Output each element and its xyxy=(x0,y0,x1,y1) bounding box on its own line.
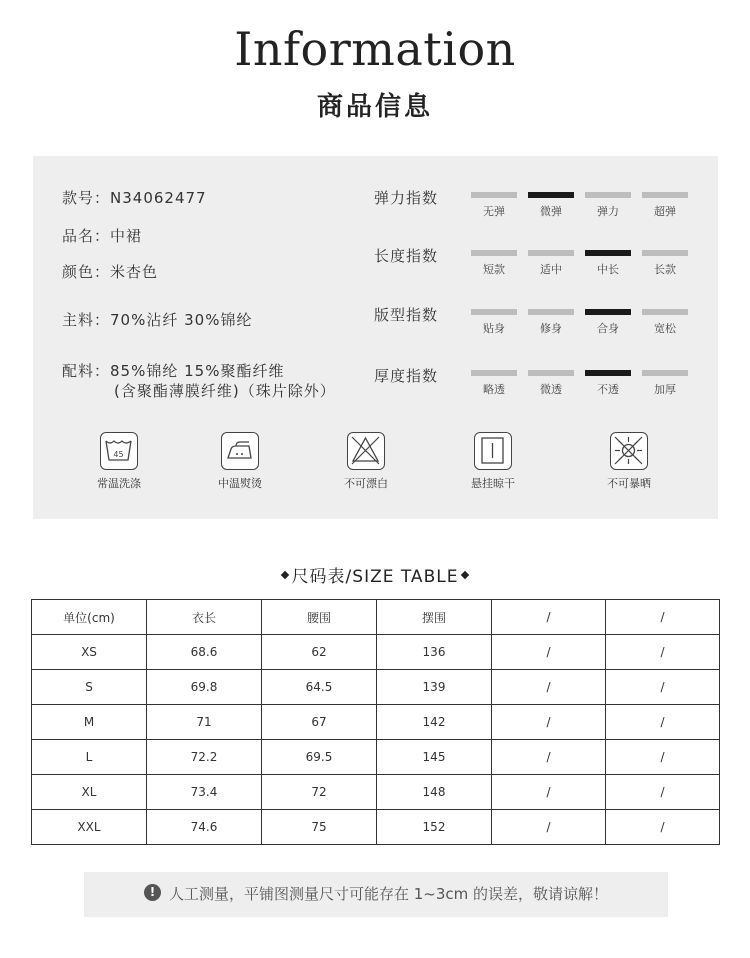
table-cell: / xyxy=(492,705,606,740)
size-table-title xyxy=(0,562,750,587)
care-label-sun: 不可暴晒 xyxy=(607,477,651,490)
index-segment xyxy=(471,309,517,315)
table-cell: / xyxy=(606,670,720,705)
index-option-label: 微透 xyxy=(540,383,562,396)
no-bleach-icon xyxy=(347,432,385,470)
table-cell: XS xyxy=(32,635,147,670)
table-cell: / xyxy=(492,670,606,705)
index-segment xyxy=(471,370,517,376)
table-cell: 68.6 xyxy=(147,635,262,670)
table-cell: 72 xyxy=(262,775,377,810)
care-label-iron: 中温熨烫 xyxy=(218,477,262,490)
table-cell: / xyxy=(492,775,606,810)
exclamation-icon: ! xyxy=(144,884,161,901)
index-segment xyxy=(585,192,631,198)
size-table xyxy=(31,599,720,845)
page-subtitle: 商品信息 xyxy=(316,92,433,122)
index-option-label: 微弹 xyxy=(540,205,562,218)
table-cell: XL xyxy=(32,775,147,810)
product-name-value: 中裙 xyxy=(110,227,143,245)
table-header-cell: 单位(cm) xyxy=(32,600,147,635)
diamond-icon xyxy=(461,571,469,579)
index-segment xyxy=(642,309,688,315)
index-option-label: 短款 xyxy=(483,263,505,276)
table-cell: 71 xyxy=(147,705,262,740)
index-label: 版型指数 xyxy=(374,306,439,324)
index-segment xyxy=(471,192,517,198)
index-label: 厚度指数 xyxy=(374,367,439,385)
table-cell: / xyxy=(492,635,606,670)
iron-icon xyxy=(221,432,259,470)
table-cell: 148 xyxy=(377,775,492,810)
style-number-value: N34062477 xyxy=(110,189,207,207)
index-segment xyxy=(471,250,517,256)
index-segment xyxy=(642,192,688,198)
index-option-label: 弹力 xyxy=(597,205,619,218)
wash-45-icon xyxy=(100,432,138,470)
lining-value: 85%锦纶 15%聚酯纤维 xyxy=(110,362,285,380)
index-option-label: 加厚 xyxy=(654,383,676,396)
table-row xyxy=(32,810,720,845)
table-row xyxy=(32,775,720,810)
index-option-label: 贴身 xyxy=(483,322,505,335)
index-segment xyxy=(585,370,631,376)
table-cell: / xyxy=(606,705,720,740)
product-color-label: 颜色： xyxy=(62,263,111,281)
index-option-label: 修身 xyxy=(540,322,562,335)
index-segment xyxy=(585,309,631,315)
main-fabric-value: 70%沾纤 30%锦纶 xyxy=(110,311,253,329)
table-header-cell: / xyxy=(492,600,606,635)
table-cell: S xyxy=(32,670,147,705)
index-segment xyxy=(642,250,688,256)
product-name-label: 品名： xyxy=(62,227,111,245)
main-fabric-label: 主料： xyxy=(62,311,111,329)
index-option-label: 适中 xyxy=(540,263,562,276)
table-row xyxy=(32,670,720,705)
lining-label: 配料： xyxy=(62,362,111,380)
care-label-wash: 常温洗涤 xyxy=(97,477,141,490)
table-cell: 73.4 xyxy=(147,775,262,810)
table-cell: M xyxy=(32,705,147,740)
diamond-icon xyxy=(280,571,288,579)
table-header-cell: 摆围 xyxy=(377,600,492,635)
table-header-cell: / xyxy=(606,600,720,635)
table-row xyxy=(32,705,720,740)
table-header-cell: 腰围 xyxy=(262,600,377,635)
index-option-label: 无弹 xyxy=(483,205,505,218)
table-header-row xyxy=(32,600,720,635)
index-segment xyxy=(528,370,574,376)
table-cell: / xyxy=(492,740,606,775)
product-info-panel xyxy=(33,156,718,519)
wash-temp: 45 xyxy=(113,450,124,459)
no-sun-icon xyxy=(610,432,648,470)
index-segment xyxy=(528,309,574,315)
table-cell: 74.6 xyxy=(147,810,262,845)
care-label-bleach: 不可漂白 xyxy=(344,477,388,490)
table-cell: 67 xyxy=(262,705,377,740)
table-cell: XXL xyxy=(32,810,147,845)
hang-dry-icon xyxy=(474,432,512,470)
care-label-dry: 悬挂晾干 xyxy=(471,477,515,490)
table-cell: 152 xyxy=(377,810,492,845)
lining-value-line2: (含聚酯薄膜纤维)（珠片除外） xyxy=(114,382,336,400)
table-cell: 64.5 xyxy=(262,670,377,705)
table-cell: / xyxy=(606,810,720,845)
table-row xyxy=(32,635,720,670)
index-option-label: 略透 xyxy=(483,383,505,396)
index-option-label: 合身 xyxy=(597,322,619,335)
table-cell: 62 xyxy=(262,635,377,670)
table-cell: / xyxy=(606,775,720,810)
lining xyxy=(62,360,284,381)
measurement-note-text: 人工测量，平铺图测量尺寸可能存在 1~3cm 的误差，敬请谅解！ xyxy=(168,885,609,903)
page-title: Information xyxy=(234,22,516,76)
table-cell: 72.2 xyxy=(147,740,262,775)
table-cell: / xyxy=(606,635,720,670)
table-row xyxy=(32,740,720,775)
table-cell: / xyxy=(606,740,720,775)
index-option-label: 不透 xyxy=(597,383,619,396)
index-label: 长度指数 xyxy=(374,247,439,265)
size-table-title-text: 尺码表/SIZE TABLE xyxy=(291,567,459,587)
main-fabric xyxy=(62,309,252,330)
table-cell: 136 xyxy=(377,635,492,670)
table-cell: / xyxy=(492,810,606,845)
style-number xyxy=(62,187,207,208)
product-color xyxy=(62,261,158,282)
table-cell: 69.8 xyxy=(147,670,262,705)
table-cell: 142 xyxy=(377,705,492,740)
index-segment xyxy=(642,370,688,376)
index-option-label: 超弹 xyxy=(654,205,676,218)
index-option-label: 宽松 xyxy=(654,322,676,335)
index-segment xyxy=(585,250,631,256)
table-cell: L xyxy=(32,740,147,775)
index-segment xyxy=(528,250,574,256)
table-cell: 139 xyxy=(377,670,492,705)
index-label: 弹力指数 xyxy=(374,189,439,207)
index-segment xyxy=(528,192,574,198)
table-header-cell: 衣长 xyxy=(147,600,262,635)
table-cell: 75 xyxy=(262,810,377,845)
table-cell: 69.5 xyxy=(262,740,377,775)
index-option-label: 长款 xyxy=(654,263,676,276)
product-name xyxy=(62,225,142,246)
table-cell: 145 xyxy=(377,740,492,775)
style-number-label: 款号： xyxy=(62,189,111,207)
measurement-note xyxy=(84,872,668,917)
product-color-value: 米杏色 xyxy=(110,263,159,281)
index-option-label: 中长 xyxy=(597,263,619,276)
